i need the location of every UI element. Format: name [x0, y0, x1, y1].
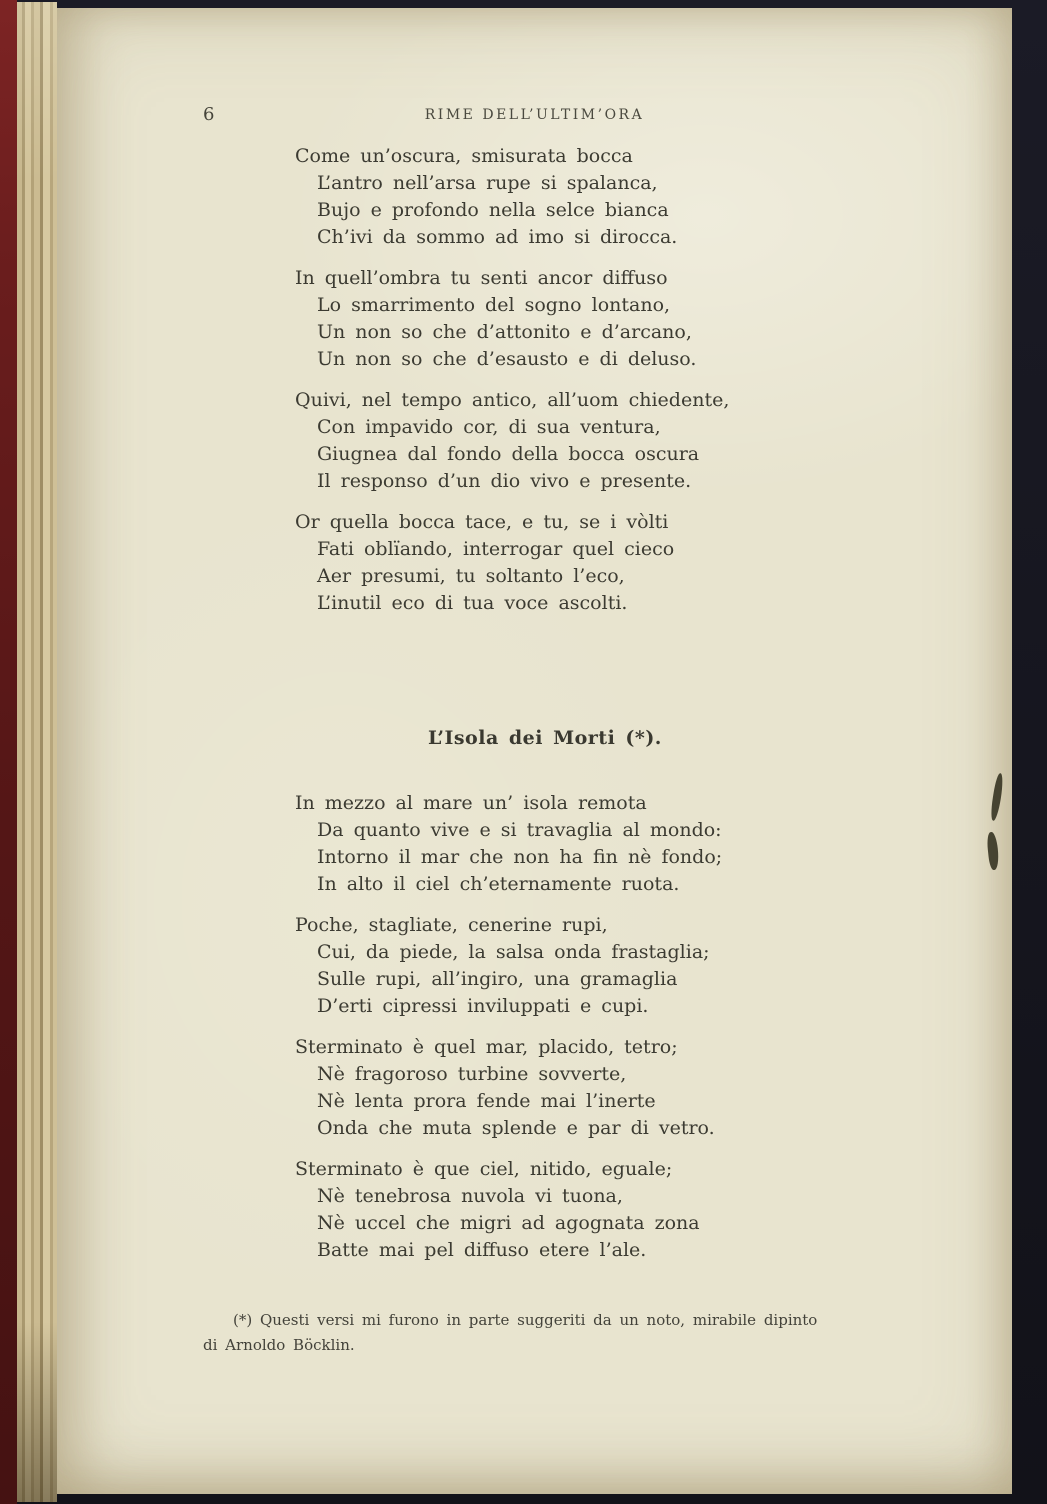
- stanza: [295, 1034, 855, 1142]
- poem-line: Poche, stagliate, cenerine rupi,: [295, 914, 608, 936]
- poem-line: Nè uccel che migri ad agognata zona: [317, 1212, 700, 1234]
- poem-line: Ch’ivi da sommo ad imo si dirocca.: [317, 226, 678, 248]
- poem-first: [295, 143, 855, 631]
- poem-line: Un non so che d’esausto e di deluso.: [317, 348, 697, 370]
- poem-line: Un non so che d’attonito e d’arcano,: [317, 321, 692, 343]
- footnote-line: di Arnoldo Böcklin.: [203, 1336, 355, 1354]
- poem-line: Sulle rupi, all’ingiro, una gramaglia: [317, 968, 678, 990]
- poem-line: Lo smarrimento del sogno lontano,: [317, 294, 671, 316]
- stacked-page-edges: [17, 2, 57, 1502]
- poem-line: Nè fragoroso turbine sovverte,: [317, 1063, 627, 1085]
- binding-mark: [989, 773, 1004, 822]
- stanza: [295, 912, 855, 1020]
- poem-line: Onda che muta splende e par di vetro.: [317, 1117, 715, 1139]
- stanza: [295, 790, 855, 898]
- poem-line: Quivi, nel tempo antico, all’uom chiedente,: [295, 389, 730, 411]
- stanza: [295, 1156, 855, 1264]
- poem-line: Aer presumi, tu soltanto l’eco,: [317, 565, 625, 587]
- poem-line: Nè lenta prora fende mai l’inerte: [317, 1090, 656, 1112]
- poem-line: Come un’oscura, smisurata bocca: [295, 145, 633, 167]
- poem-line: In mezzo al mare un’ isola remota: [295, 792, 647, 814]
- poem-line: D’erti cipressi inviluppati e cupi.: [317, 995, 649, 1017]
- poem-line: Giugnea dal fondo della bocca oscura: [317, 443, 700, 465]
- poem-line: L’inutil eco di tua voce ascolti.: [317, 592, 628, 614]
- poem-second: [295, 790, 855, 1278]
- poem-line: Il responso d’un dio vivo e presente.: [317, 470, 692, 492]
- poem-line: Sterminato è que ciel, nitido, eguale;: [295, 1158, 673, 1180]
- stanza: [295, 143, 855, 251]
- poem-line: Con impavido cor, di sua ventura,: [317, 416, 661, 438]
- stanza: [295, 509, 855, 617]
- running-header: RIME DELL’ULTIM’ORA: [424, 107, 645, 123]
- stanza: [295, 387, 855, 495]
- poem-line: Or quella bocca tace, e tu, se i vòlti: [295, 511, 669, 533]
- footnote-line: (*) Questi versi mi furono in parte suggeriti da un noto, mirabile dipinto: [233, 1311, 818, 1329]
- poem-line: L’antro nell’arsa rupe si spalanca,: [317, 172, 658, 194]
- poem-line: Bujo e profondo nella selce bianca: [317, 199, 669, 221]
- poem-line: Fati oblïando, interrogar quel cieco: [317, 538, 675, 560]
- poem-line: Cui, da piede, la salsa onda frastaglia;: [317, 941, 710, 963]
- book-cover-edge: [0, 0, 17, 1504]
- poem-line: Batte mai pel diffuso etere l’ale.: [317, 1239, 647, 1261]
- page-number: 6: [203, 104, 215, 125]
- poem-line: Da quanto vive e si travaglia al mondo:: [317, 819, 722, 841]
- binding-mark: [986, 832, 1000, 871]
- poem-line: Intorno il mar che non ha fin nè fondo;: [317, 846, 723, 868]
- poem-line: In quell’ombra tu senti ancor diffuso: [295, 267, 668, 289]
- poem-title: L’Isola dei Morti (*).: [428, 727, 662, 749]
- stanza: [295, 265, 855, 373]
- poem-line: Nè tenebrosa nuvola vi tuona,: [317, 1185, 623, 1207]
- poem-line: Sterminato è quel mar, placido, tetro;: [295, 1036, 678, 1058]
- poem-line: In alto il ciel ch’eternamente ruota.: [317, 873, 680, 895]
- footnote: [203, 1308, 923, 1358]
- book-page: [57, 8, 1012, 1494]
